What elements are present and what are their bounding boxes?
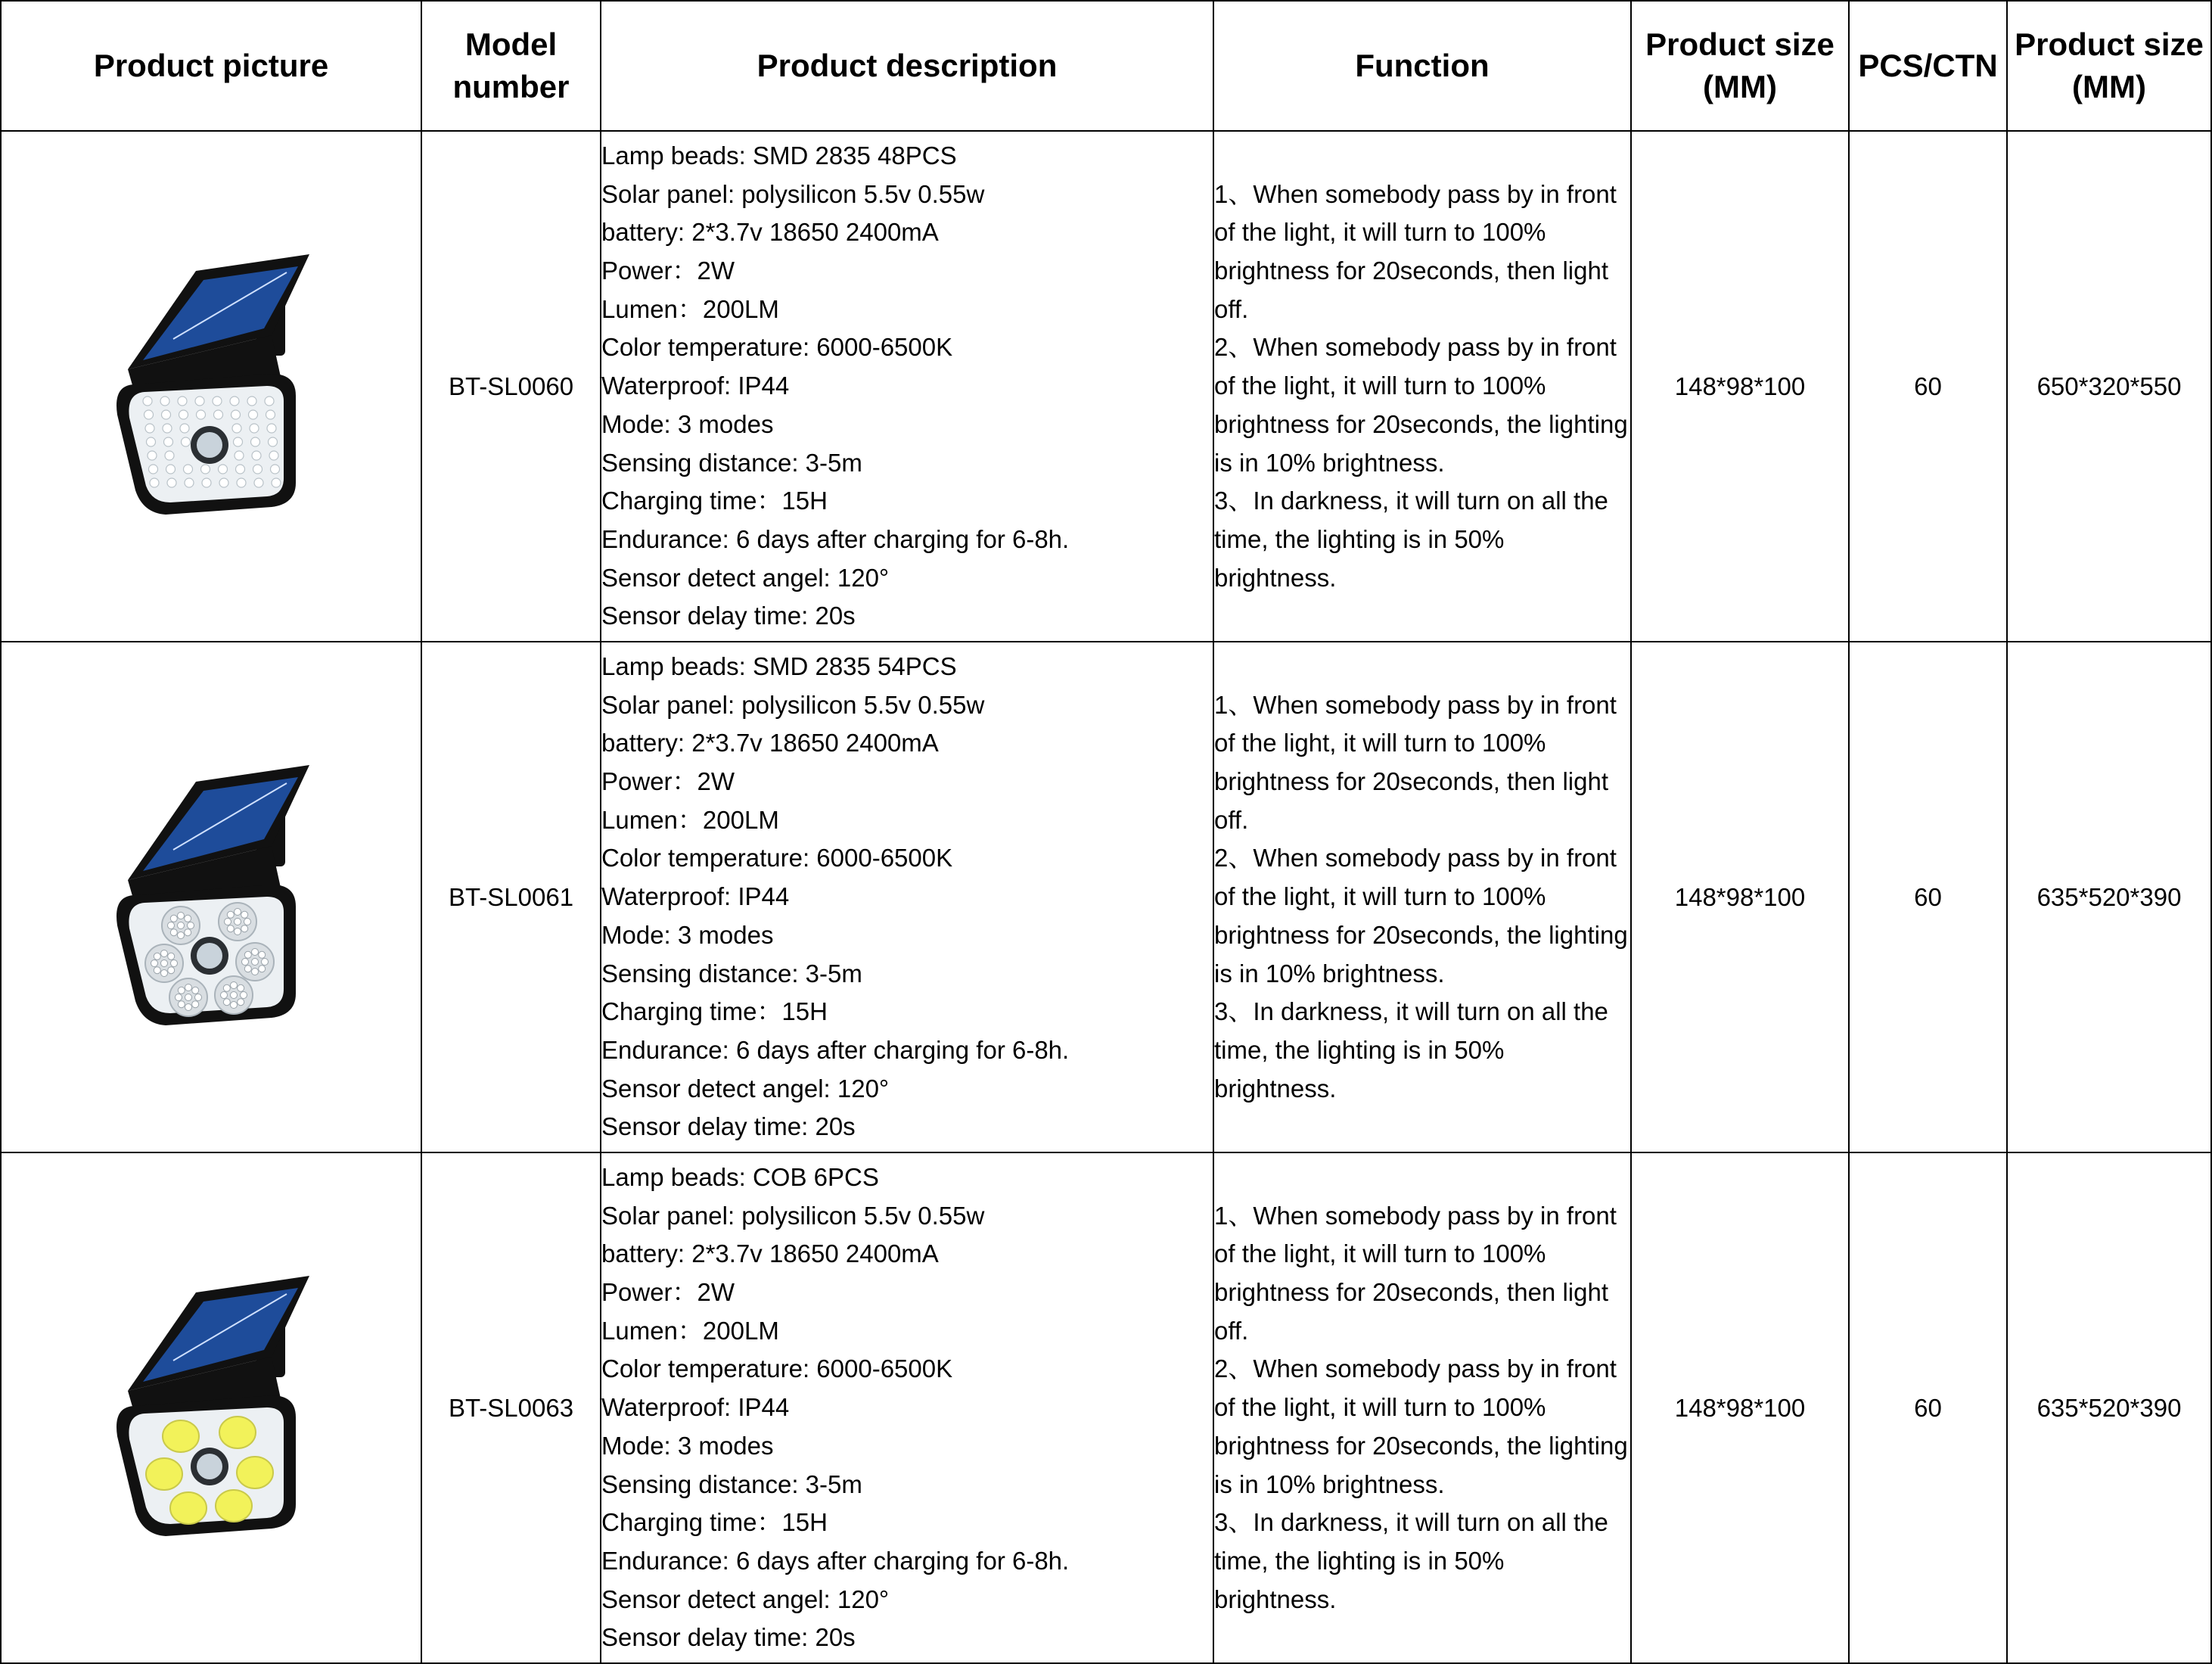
- spec-line: Mode: 3 modes: [601, 1431, 774, 1460]
- function-item: 3、In darkness, it will turn on all the time, the lighting is in 50% brightness.: [1214, 487, 1608, 592]
- product-picture-cell: [1, 642, 421, 1152]
- spec-line: Solar panel: polysilicon 5.5v 0.55w: [601, 179, 985, 208]
- spec-line: Sensor delay time: 20s: [601, 1112, 856, 1141]
- product-size-cell: 148*98*100: [1631, 131, 1849, 642]
- product-picture-cell: [1, 131, 421, 642]
- spec-line: Power：2W: [601, 257, 735, 285]
- table-row: [1, 131, 2211, 642]
- product-description-cell: [601, 642, 1213, 1152]
- spec-line: Charging time：15H: [601, 997, 828, 1026]
- solar-wall-light-smd54-icon: [75, 736, 347, 1054]
- spec-line: Lumen：200LM: [601, 294, 779, 323]
- spec-line: Color temperature: 6000-6500K: [601, 844, 953, 872]
- function-item: 1、When somebody pass by in front of the light, it will turn to 100% brightness for 20seconds, then light off.: [1214, 1201, 1617, 1345]
- header-function: Function: [1213, 1, 1631, 131]
- header-product-description: Product description: [601, 1, 1213, 131]
- header-product-picture: Product picture: [1, 1, 421, 131]
- function-item: 2、When somebody pass by in front of the light, it will turn to 100% brightness for 20seconds, the lighting is in 10% brightness.: [1214, 844, 1628, 988]
- function-item: 1、When somebody pass by in front of the light, it will turn to 100% brightness for 20seconds, then light off.: [1214, 179, 1617, 323]
- spec-line: Solar panel: polysilicon 5.5v 0.55w: [601, 690, 985, 719]
- spec-line: Endurance: 6 days after charging for 6-8h.: [601, 1035, 1070, 1064]
- product-size-cell: 148*98*100: [1631, 642, 1849, 1152]
- spec-line: Sensing distance: 3-5m: [601, 1470, 862, 1498]
- spec-line: Lamp beads: SMD 2835 54PCS: [601, 652, 957, 680]
- function-item: 1、When somebody pass by in front of the light, it will turn to 100% brightness for 20seconds, then light off.: [1214, 690, 1617, 834]
- pir-sensor-icon: [197, 943, 222, 969]
- spec-line: Sensor detect angel: 120°: [601, 1585, 890, 1613]
- spec-line: Waterproof: IP44: [601, 882, 790, 911]
- spec-line: Endurance: 6 days after charging for 6-8h.: [601, 1546, 1070, 1575]
- header-carton-size: Product size (MM): [2007, 1, 2211, 131]
- spec-line: Charging time：15H: [601, 1508, 828, 1537]
- spec-line: battery: 2*3.7v 18650 2400mA: [601, 1239, 939, 1268]
- function-cell: [1213, 642, 1631, 1152]
- function-item: 2、When somebody pass by in front of the light, it will turn to 100% brightness for 20seconds, the lighting is in 10% brightness.: [1214, 1355, 1628, 1498]
- spec-line: Power：2W: [601, 1278, 735, 1307]
- spec-line: Mode: 3 modes: [601, 920, 774, 949]
- spec-line: battery: 2*3.7v 18650 2400mA: [601, 218, 939, 247]
- spec-line: battery: 2*3.7v 18650 2400mA: [601, 729, 939, 757]
- spec-line: Waterproof: IP44: [601, 372, 790, 400]
- carton-size-cell: 650*320*550: [2007, 131, 2211, 642]
- function-cell: [1213, 131, 1631, 642]
- spec-line: Lumen：200LM: [601, 805, 779, 834]
- solar-wall-light-cob-icon: [75, 1247, 347, 1565]
- header-product-size: Product size (MM): [1631, 1, 1849, 131]
- spec-line: Sensor detect angel: 120°: [601, 1074, 890, 1103]
- pir-sensor-icon: [197, 1454, 222, 1479]
- spec-line: Sensing distance: 3-5m: [601, 448, 862, 477]
- pcs-ctn-cell: 60: [1849, 1152, 2007, 1663]
- model-number-cell: BT-SL0063: [421, 1152, 601, 1663]
- pir-sensor-icon: [197, 432, 222, 458]
- model-number-cell: BT-SL0060: [421, 131, 601, 642]
- spec-line: Charging time：15H: [601, 487, 828, 515]
- product-description-cell: [601, 131, 1213, 642]
- function-item: 3、In darkness, it will turn on all the time, the lighting is in 50% brightness.: [1214, 1508, 1608, 1613]
- spec-line: Color temperature: 6000-6500K: [601, 333, 953, 362]
- spec-line: Lumen：200LM: [601, 1316, 779, 1345]
- carton-size-cell: 635*520*390: [2007, 1152, 2211, 1663]
- pcs-ctn-cell: 60: [1849, 131, 2007, 642]
- model-number-cell: BT-SL0061: [421, 642, 601, 1152]
- function-item: 2、When somebody pass by in front of the light, it will turn to 100% brightness for 20seconds, the lighting is in 10% brightness.: [1214, 333, 1628, 477]
- spec-line: Sensor delay time: 20s: [601, 1623, 856, 1652]
- solar-wall-light-smd48-icon: [75, 225, 347, 543]
- spec-line: Power：2W: [601, 767, 735, 796]
- pcs-ctn-cell: 60: [1849, 642, 2007, 1152]
- header-model-number: Model number: [421, 1, 601, 131]
- product-picture-cell: [1, 1152, 421, 1663]
- spec-line: Color temperature: 6000-6500K: [601, 1355, 953, 1383]
- product-size-cell: 148*98*100: [1631, 1152, 1849, 1663]
- header-row: [1, 1, 2211, 131]
- spec-line: Lamp beads: COB 6PCS: [601, 1162, 879, 1191]
- spec-line: Endurance: 6 days after charging for 6-8h.: [601, 524, 1070, 553]
- spec-line: Mode: 3 modes: [601, 409, 774, 438]
- spec-line: Sensor detect angel: 120°: [601, 563, 890, 592]
- carton-size-cell: 635*520*390: [2007, 642, 2211, 1152]
- function-item: 3、In darkness, it will turn on all the time, the lighting is in 50% brightness.: [1214, 997, 1608, 1103]
- product-description-cell: [601, 1152, 1213, 1663]
- spec-line: Lamp beads: SMD 2835 48PCS: [601, 141, 957, 170]
- table-row: [1, 642, 2211, 1152]
- function-cell: [1213, 1152, 1631, 1663]
- spec-line: Sensor delay time: 20s: [601, 602, 856, 630]
- header-pcs-ctn: PCS/CTN: [1849, 1, 2007, 131]
- spec-line: Sensing distance: 3-5m: [601, 959, 862, 988]
- spec-line: Waterproof: IP44: [601, 1393, 790, 1422]
- spec-line: Solar panel: polysilicon 5.5v 0.55w: [601, 1201, 985, 1230]
- table-row: [1, 1152, 2211, 1663]
